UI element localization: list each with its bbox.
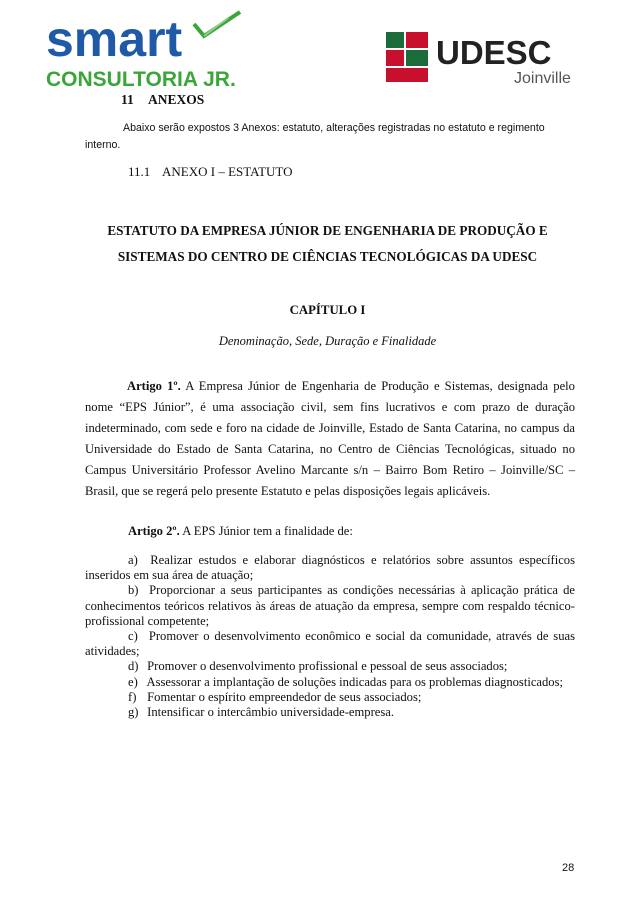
logo-smart-text: smart <box>46 11 183 67</box>
page-number: 28 <box>562 862 575 874</box>
intro-paragraph: Abaixo serão expostos 3 Anexos: estatuto, alterações registradas no estatuto e regimento interno. <box>85 122 545 151</box>
subsection-title: ANEXO I – ESTATUTO <box>162 164 293 179</box>
list-item: c) Promover o desenvolvimento econômico e social da comunidade, através de suas atividades; <box>85 629 576 659</box>
statute-title <box>85 218 570 270</box>
list-item: f) Fomentar o espírito empreendedor de seus associados; <box>128 689 422 704</box>
page-header <box>0 0 638 90</box>
logo-consultoria-text: CONSULTORIA JR. <box>46 68 236 90</box>
logo-campus-text: Joinville <box>514 70 571 86</box>
chapter-title: CAPÍTULO I <box>289 303 366 317</box>
smart-consultoria-logo <box>44 6 254 90</box>
list-item: b) Proporcionar a seus participantes as condições necessárias à aplicação prática de conhecimentos teóricos relativos às áreas de atuação da empresa, sempre com respaldo técnico-profissional competente; <box>85 583 575 628</box>
article-2-items <box>85 553 575 720</box>
logo-udesc-text: UDESC <box>436 34 552 71</box>
udesc-logo <box>386 30 586 86</box>
section-heading <box>121 92 204 108</box>
article-2-label: Artigo 2º. <box>128 524 180 538</box>
statute-title-line2: SISTEMAS DO CENTRO DE CIÊNCIAS TECNOLÓGICAS DA UDESC <box>117 249 538 264</box>
list-item: a) Realizar estudos e elaborar diagnósticos e relatórios sobre assuntos específicos inseridos em sua área de atuação; <box>85 553 575 583</box>
subsection-heading <box>128 164 293 180</box>
article-2-text: A EPS Júnior tem a finalidade de: <box>182 524 353 538</box>
section-number: 11 <box>121 92 134 107</box>
statute-title-line1: ESTATUTO DA EMPRESA JÚNIOR DE ENGENHARIA DE PRODUÇÃO E <box>107 223 548 238</box>
article-1 <box>85 376 575 502</box>
article-2 <box>128 524 353 539</box>
list-item: e) Assessorar a implantação de soluções indicadas para os problemas diagnosticados; <box>128 674 563 689</box>
article-1-label: Artigo 1º. <box>127 379 181 393</box>
list-item: g) Intensificar o intercâmbio universidade-empresa. <box>128 705 395 720</box>
subsection-number: 11.1 <box>128 164 151 179</box>
section-title: ANEXOS <box>148 92 205 107</box>
chapter-subtitle: Denominação, Sede, Duração e Finalidade <box>218 334 437 348</box>
article-1-text: A Empresa Júnior de Engenharia de Produção e Sistemas, designada pelo nome “EPS Júnior”, é uma associação civil, sem fins lucrativos e com prazo de duração indeterminado, com sede e foro na cidade de Joinville, Estado de Santa Catarina, no campus da Universidade do Estado de Santa Catarina, no Centro de Ciências Tecnológicas, situado no Campus Universitário Professor Avelino Marcante s/n – Bairro Bom Retiro – Joinville/SC – Brasil, que se regerá pelo presente Estatuto e pelas disposições legais aplicáveis. <box>85 379 575 498</box>
list-item: d) Promover o desenvolvimento profissional e pessoal de seus associados; <box>128 659 508 674</box>
